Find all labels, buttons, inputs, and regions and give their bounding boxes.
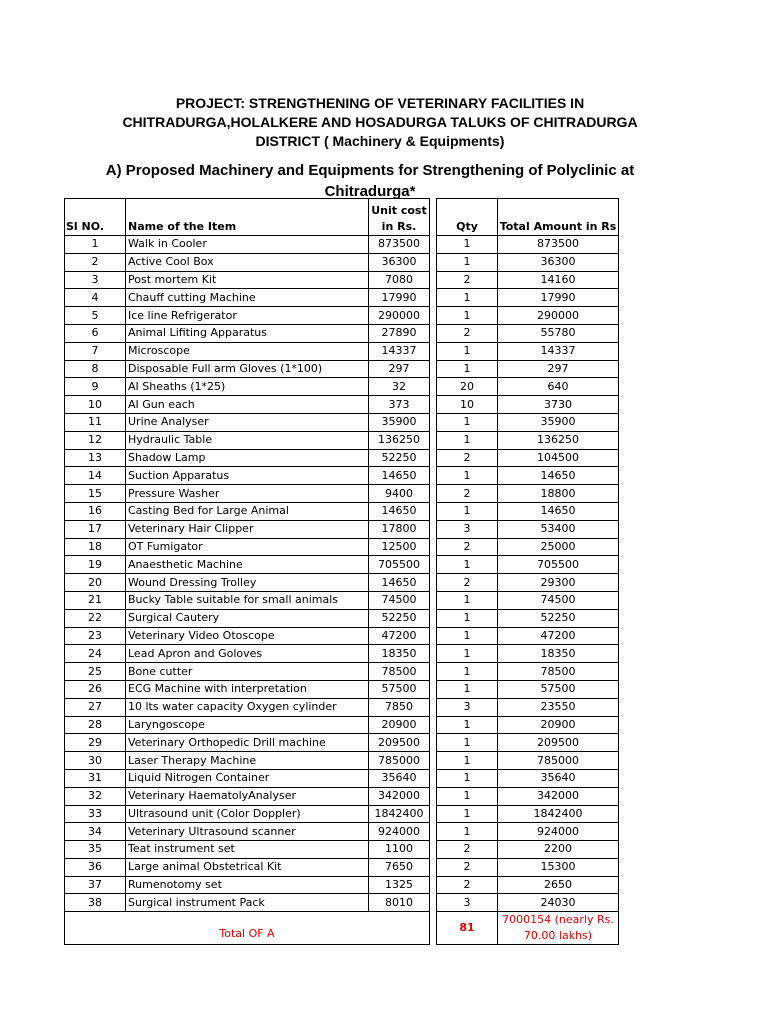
- cell-item-name: Shadow Lamp: [126, 449, 369, 467]
- table-row: [65, 591, 619, 609]
- cell-unit-cost: 924000: [369, 823, 430, 841]
- column-gap: [430, 199, 437, 236]
- cell-sl: 14: [65, 467, 126, 485]
- column-gap: [430, 360, 437, 378]
- section-heading-line-2: Chitradurga*: [324, 183, 416, 200]
- cell-unit-cost: 7650: [369, 858, 430, 876]
- table-row: [65, 805, 619, 823]
- cell-unit-cost: 9400: [369, 485, 430, 503]
- cell-total-amount: 14337: [498, 342, 619, 360]
- col-header-unit-cost: [369, 199, 430, 236]
- cell-item-name: Active Cool Box: [126, 253, 369, 271]
- cell-item-name: Veterinary Hair Clipper: [126, 520, 369, 538]
- cell-sl: 33: [65, 805, 126, 823]
- table-row: [65, 627, 619, 645]
- cell-sl: 25: [65, 663, 126, 681]
- table-row: [65, 894, 619, 912]
- column-gap: [430, 449, 437, 467]
- cell-total-amount: 705500: [498, 556, 619, 574]
- cell-item-name: Bucky Table suitable for small animals: [126, 591, 369, 609]
- cell-unit-cost: 27890: [369, 324, 430, 342]
- cell-total-amount: 209500: [498, 734, 619, 752]
- table-row: [65, 716, 619, 734]
- table-row: [65, 324, 619, 342]
- cell-unit-cost: 57500: [369, 680, 430, 698]
- cell-item-name: OT Fumigator: [126, 538, 369, 556]
- cell-unit-cost: 136250: [369, 431, 430, 449]
- cell-qty: 2: [437, 841, 498, 859]
- cell-total-amount: 25000: [498, 538, 619, 556]
- cell-item-name: Disposable Full arm Gloves (1*100): [126, 360, 369, 378]
- cell-qty: 1: [437, 307, 498, 325]
- cell-total-amount: 36300: [498, 253, 619, 271]
- cell-unit-cost: 47200: [369, 627, 430, 645]
- cell-item-name: Anaesthetic Machine: [126, 556, 369, 574]
- cell-item-name: Surgical instrument Pack: [126, 894, 369, 912]
- cell-item-name: Hydraulic Table: [126, 431, 369, 449]
- column-gap: [430, 912, 437, 945]
- cell-total-amount: 14160: [498, 271, 619, 289]
- col-header-name: Name of the Item: [126, 199, 369, 236]
- cell-qty: 1: [437, 556, 498, 574]
- col-header-sl: Sl NO.: [65, 199, 126, 236]
- cell-total-amount: 14650: [498, 467, 619, 485]
- cell-qty: 10: [437, 396, 498, 414]
- cell-unit-cost: 14337: [369, 342, 430, 360]
- column-gap: [430, 645, 437, 663]
- cell-sl: 36: [65, 858, 126, 876]
- equipment-table: [64, 198, 619, 945]
- cell-qty: 1: [437, 734, 498, 752]
- cell-unit-cost: 14650: [369, 502, 430, 520]
- cell-unit-cost: 1842400: [369, 805, 430, 823]
- cell-total-amount: 20900: [498, 716, 619, 734]
- table-row: [65, 502, 619, 520]
- column-gap: [430, 591, 437, 609]
- cell-total-amount: 74500: [498, 591, 619, 609]
- cell-unit-cost: 297: [369, 360, 430, 378]
- cell-unit-cost: 290000: [369, 307, 430, 325]
- document-title: [60, 94, 700, 151]
- cell-sl: 11: [65, 413, 126, 431]
- cell-sl: 26: [65, 680, 126, 698]
- cell-qty: 1: [437, 289, 498, 307]
- column-gap: [430, 253, 437, 271]
- column-gap: [430, 378, 437, 396]
- cell-total-amount: 23550: [498, 698, 619, 716]
- column-gap: [430, 627, 437, 645]
- cell-qty: 2: [437, 876, 498, 894]
- cell-sl: 22: [65, 609, 126, 627]
- cell-qty: 1: [437, 253, 498, 271]
- cell-item-name: ECG Machine with interpretation: [126, 680, 369, 698]
- table-row: [65, 574, 619, 592]
- cell-qty: 3: [437, 894, 498, 912]
- col-header-qty: Qty: [437, 199, 498, 236]
- cell-unit-cost: 705500: [369, 556, 430, 574]
- column-gap: [430, 485, 437, 503]
- cell-sl: 6: [65, 324, 126, 342]
- cell-sl: 29: [65, 734, 126, 752]
- cell-qty: 3: [437, 520, 498, 538]
- column-gap: [430, 734, 437, 752]
- table-row: [65, 769, 619, 787]
- cell-item-name: 10 lts water capacity Oxygen cylinder: [126, 698, 369, 716]
- cell-item-name: Lead Apron and Goloves: [126, 645, 369, 663]
- cell-unit-cost: 36300: [369, 253, 430, 271]
- cell-item-name: Suction Apparatus: [126, 467, 369, 485]
- col-header-unit-line2: in Rs.: [381, 220, 417, 233]
- cell-item-name: Pressure Washer: [126, 485, 369, 503]
- table-row: [65, 556, 619, 574]
- cell-qty: 1: [437, 680, 498, 698]
- cell-unit-cost: 17990: [369, 289, 430, 307]
- column-gap: [430, 609, 437, 627]
- cell-total-amount: 290000: [498, 307, 619, 325]
- table-row: [65, 841, 619, 859]
- cell-qty: 20: [437, 378, 498, 396]
- cell-sl: 32: [65, 787, 126, 805]
- cell-sl: 19: [65, 556, 126, 574]
- cell-item-name: Bone cutter: [126, 663, 369, 681]
- cell-sl: 31: [65, 769, 126, 787]
- table-row: [65, 253, 619, 271]
- cell-sl: 30: [65, 752, 126, 770]
- cell-sl: 38: [65, 894, 126, 912]
- cell-unit-cost: 209500: [369, 734, 430, 752]
- column-gap: [430, 502, 437, 520]
- table-row: [65, 413, 619, 431]
- cell-total-amount: 17990: [498, 289, 619, 307]
- cell-total-amount: 2200: [498, 841, 619, 859]
- cell-qty: 2: [437, 271, 498, 289]
- cell-qty: 1: [437, 645, 498, 663]
- column-gap: [430, 823, 437, 841]
- cell-sl: 2: [65, 253, 126, 271]
- cell-unit-cost: 14650: [369, 467, 430, 485]
- table-row: [65, 734, 619, 752]
- cell-item-name: AI Gun each: [126, 396, 369, 414]
- column-gap: [430, 894, 437, 912]
- cell-total-amount: 14650: [498, 502, 619, 520]
- cell-item-name: Ice line Refrigerator: [126, 307, 369, 325]
- table-row: [65, 271, 619, 289]
- column-gap: [430, 289, 437, 307]
- column-gap: [430, 467, 437, 485]
- cell-qty: 1: [437, 236, 498, 254]
- table-row: [65, 449, 619, 467]
- total-label: Total OF A: [65, 912, 430, 945]
- cell-total-amount: 78500: [498, 663, 619, 681]
- table-row: [65, 698, 619, 716]
- cell-qty: 1: [437, 787, 498, 805]
- column-gap: [430, 716, 437, 734]
- cell-total-amount: 29300: [498, 574, 619, 592]
- cell-item-name: Veterinary Video Otoscope: [126, 627, 369, 645]
- cell-qty: 1: [437, 823, 498, 841]
- cell-unit-cost: 52250: [369, 449, 430, 467]
- cell-total-amount: 18350: [498, 645, 619, 663]
- cell-qty: 1: [437, 627, 498, 645]
- cell-sl: 37: [65, 876, 126, 894]
- cell-unit-cost: 18350: [369, 645, 430, 663]
- table-row: [65, 876, 619, 894]
- cell-sl: 28: [65, 716, 126, 734]
- title-line-2: CHITRADURGA,HOLALKERE AND HOSADURGA TALUKS OF CHITRADURGA: [122, 114, 638, 130]
- cell-total-amount: 1842400: [498, 805, 619, 823]
- cell-item-name: Veterinary Ultrasound scanner: [126, 823, 369, 841]
- cell-total-amount: 924000: [498, 823, 619, 841]
- cell-qty: 1: [437, 413, 498, 431]
- table-row: [65, 823, 619, 841]
- cell-item-name: Urine Analyser: [126, 413, 369, 431]
- column-gap: [430, 680, 437, 698]
- col-header-total: Total Amount in Rs: [498, 199, 619, 236]
- cell-item-name: Wound Dressing Trolley: [126, 574, 369, 592]
- table-row: [65, 289, 619, 307]
- cell-item-name: Animal Lifiting Apparatus: [126, 324, 369, 342]
- table-row: [65, 858, 619, 876]
- table-row: [65, 360, 619, 378]
- table-row: [65, 307, 619, 325]
- cell-total-amount: 57500: [498, 680, 619, 698]
- cell-unit-cost: 35900: [369, 413, 430, 431]
- cell-total-amount: 55780: [498, 324, 619, 342]
- cell-unit-cost: 20900: [369, 716, 430, 734]
- cell-item-name: Post mortem Kit: [126, 271, 369, 289]
- cell-item-name: Ultrasound unit (Color Doppler): [126, 805, 369, 823]
- column-gap: [430, 787, 437, 805]
- cell-total-amount: 53400: [498, 520, 619, 538]
- cell-qty: 2: [437, 574, 498, 592]
- cell-unit-cost: 52250: [369, 609, 430, 627]
- column-gap: [430, 324, 437, 342]
- table-row: [65, 538, 619, 556]
- column-gap: [430, 396, 437, 414]
- table-row: [65, 431, 619, 449]
- cell-total-amount: 3730: [498, 396, 619, 414]
- column-gap: [430, 876, 437, 894]
- table-header-row: [65, 199, 619, 236]
- col-header-unit-line1: Unit cost: [371, 204, 427, 217]
- cell-total-amount: 104500: [498, 449, 619, 467]
- column-gap: [430, 236, 437, 254]
- cell-sl: 13: [65, 449, 126, 467]
- cell-sl: 16: [65, 502, 126, 520]
- column-gap: [430, 841, 437, 859]
- cell-item-name: Walk in Cooler: [126, 236, 369, 254]
- table-row: [65, 752, 619, 770]
- cell-sl: 10: [65, 396, 126, 414]
- cell-sl: 15: [65, 485, 126, 503]
- table-row: [65, 396, 619, 414]
- cell-qty: 2: [437, 449, 498, 467]
- cell-qty: 2: [437, 485, 498, 503]
- table-row: [65, 378, 619, 396]
- cell-sl: 7: [65, 342, 126, 360]
- cell-sl: 8: [65, 360, 126, 378]
- cell-item-name: Veterinary HaematolyAnalyser: [126, 787, 369, 805]
- column-gap: [430, 520, 437, 538]
- cell-unit-cost: 7850: [369, 698, 430, 716]
- cell-item-name: Teat instrument set: [126, 841, 369, 859]
- cell-unit-cost: 12500: [369, 538, 430, 556]
- cell-item-name: Veterinary Orthopedic Drill machine: [126, 734, 369, 752]
- total-qty: 81: [437, 912, 498, 945]
- column-gap: [430, 858, 437, 876]
- cell-total-amount: 15300: [498, 858, 619, 876]
- cell-total-amount: 136250: [498, 431, 619, 449]
- cell-total-amount: 52250: [498, 609, 619, 627]
- table-row: [65, 787, 619, 805]
- table-row: [65, 680, 619, 698]
- column-gap: [430, 805, 437, 823]
- cell-item-name: Laryngoscope: [126, 716, 369, 734]
- cell-unit-cost: 14650: [369, 574, 430, 592]
- cell-unit-cost: 785000: [369, 752, 430, 770]
- cell-sl: 4: [65, 289, 126, 307]
- table-row: [65, 520, 619, 538]
- table-row: [65, 485, 619, 503]
- cell-unit-cost: 7080: [369, 271, 430, 289]
- cell-qty: 1: [437, 591, 498, 609]
- table-row: [65, 342, 619, 360]
- cell-item-name: Rumenotomy set: [126, 876, 369, 894]
- column-gap: [430, 271, 437, 289]
- column-gap: [430, 769, 437, 787]
- column-gap: [430, 413, 437, 431]
- cell-item-name: Large animal Obstetrical Kit: [126, 858, 369, 876]
- cell-sl: 27: [65, 698, 126, 716]
- cell-total-amount: 873500: [498, 236, 619, 254]
- column-gap: [430, 698, 437, 716]
- table-body: [65, 236, 619, 912]
- cell-sl: 17: [65, 520, 126, 538]
- table-row: [65, 609, 619, 627]
- cell-item-name: Surgical Cautery: [126, 609, 369, 627]
- cell-sl: 34: [65, 823, 126, 841]
- title-line-3: DISTRICT ( Machinery & Equipments): [255, 133, 505, 149]
- cell-total-amount: 47200: [498, 627, 619, 645]
- cell-total-amount: 2650: [498, 876, 619, 894]
- cell-item-name: Laser Therapy Machine: [126, 752, 369, 770]
- column-gap: [430, 431, 437, 449]
- cell-sl: 12: [65, 431, 126, 449]
- cell-sl: 9: [65, 378, 126, 396]
- column-gap: [430, 663, 437, 681]
- cell-qty: 2: [437, 538, 498, 556]
- table-row: [65, 236, 619, 254]
- total-row: [65, 912, 619, 945]
- cell-unit-cost: 78500: [369, 663, 430, 681]
- cell-qty: 1: [437, 805, 498, 823]
- cell-sl: 18: [65, 538, 126, 556]
- cell-sl: 24: [65, 645, 126, 663]
- cell-total-amount: 35640: [498, 769, 619, 787]
- cell-unit-cost: 873500: [369, 236, 430, 254]
- cell-unit-cost: 17800: [369, 520, 430, 538]
- cell-unit-cost: 373: [369, 396, 430, 414]
- title-line-1: PROJECT: STRENGTHENING OF VETERINARY FACILITIES IN: [175, 95, 585, 111]
- cell-qty: 1: [437, 360, 498, 378]
- cell-qty: 3: [437, 698, 498, 716]
- column-gap: [430, 574, 437, 592]
- cell-qty: 1: [437, 716, 498, 734]
- cell-total-amount: 342000: [498, 787, 619, 805]
- cell-item-name: AI Sheaths (1*25): [126, 378, 369, 396]
- cell-qty: 2: [437, 324, 498, 342]
- cell-sl: 1: [65, 236, 126, 254]
- cell-unit-cost: 74500: [369, 591, 430, 609]
- cell-qty: 1: [437, 342, 498, 360]
- cell-sl: 20: [65, 574, 126, 592]
- column-gap: [430, 538, 437, 556]
- cell-unit-cost: 1100: [369, 841, 430, 859]
- cell-total-amount: 35900: [498, 413, 619, 431]
- cell-sl: 21: [65, 591, 126, 609]
- cell-sl: 5: [65, 307, 126, 325]
- cell-qty: 1: [437, 752, 498, 770]
- cell-total-amount: 640: [498, 378, 619, 396]
- column-gap: [430, 342, 437, 360]
- cell-qty: 1: [437, 502, 498, 520]
- cell-sl: 3: [65, 271, 126, 289]
- table-row: [65, 663, 619, 681]
- column-gap: [430, 752, 437, 770]
- cell-total-amount: 18800: [498, 485, 619, 503]
- cell-unit-cost: 35640: [369, 769, 430, 787]
- cell-unit-cost: 32: [369, 378, 430, 396]
- cell-item-name: Microscope: [126, 342, 369, 360]
- cell-sl: 35: [65, 841, 126, 859]
- cell-total-amount: 24030: [498, 894, 619, 912]
- cell-qty: 1: [437, 609, 498, 627]
- cell-unit-cost: 8010: [369, 894, 430, 912]
- cell-item-name: Liquid Nitrogen Container: [126, 769, 369, 787]
- cell-qty: 1: [437, 467, 498, 485]
- cell-total-amount: 297: [498, 360, 619, 378]
- cell-unit-cost: 342000: [369, 787, 430, 805]
- cell-item-name: Chauff cutting Machine: [126, 289, 369, 307]
- table-row: [65, 467, 619, 485]
- cell-item-name: Casting Bed for Large Animal: [126, 502, 369, 520]
- column-gap: [430, 307, 437, 325]
- total-amount: 7000154 (nearly Rs. 70.00 lakhs): [498, 912, 619, 945]
- cell-total-amount: 785000: [498, 752, 619, 770]
- cell-qty: 1: [437, 663, 498, 681]
- cell-qty: 1: [437, 769, 498, 787]
- section-heading: [60, 160, 680, 202]
- cell-qty: 2: [437, 858, 498, 876]
- column-gap: [430, 556, 437, 574]
- cell-unit-cost: 1325: [369, 876, 430, 894]
- cell-qty: 1: [437, 431, 498, 449]
- cell-sl: 23: [65, 627, 126, 645]
- section-heading-line-1: A) Proposed Machinery and Equipments for Strengthening of Polyclinic at: [105, 162, 635, 179]
- table-row: [65, 645, 619, 663]
